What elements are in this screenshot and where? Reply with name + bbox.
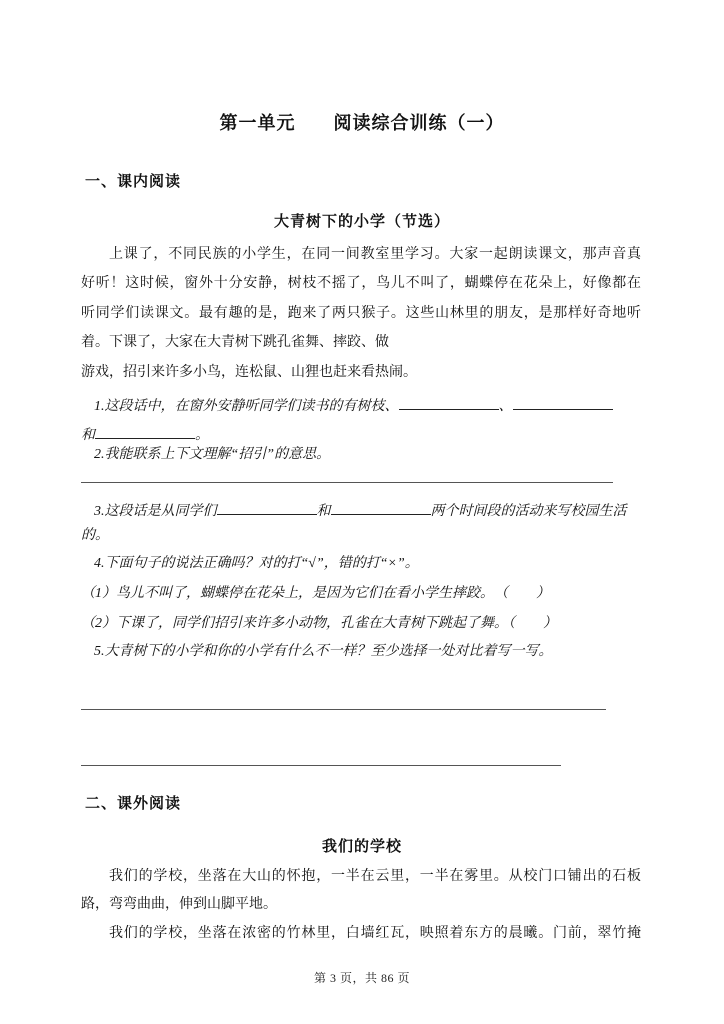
question-1-line-1 xyxy=(81,395,654,417)
answer-line xyxy=(81,765,561,766)
fill-in-blank xyxy=(95,424,195,439)
answer-line xyxy=(81,709,606,710)
fill-in-blank xyxy=(513,395,613,410)
section2-heading: 二、课外阅读 xyxy=(85,796,182,812)
question-4-item-1: （1）鸟儿不叫了，蝴蝶停在花朵上，是因为它们在看小学生摔跤。 （ ） xyxy=(81,586,550,601)
question-3-text: 3.这段话是从同学们 xyxy=(94,504,217,519)
passage1-line: 上课了，不同民族的小学生，在同一间教室里学习。大家一起朗读课文，那声音真 xyxy=(109,247,641,262)
passage2-line: 路，弯弯曲曲，伸到山脚平地。 xyxy=(81,897,277,912)
question-1-line-2 xyxy=(81,424,641,446)
question-1-text: 。 xyxy=(195,428,209,443)
question-2: 2.我能联系上下文理解“招引”的意思。 xyxy=(94,447,331,462)
worksheet-title: 第一单元 阅读综合训练（一） xyxy=(219,113,505,133)
passage1-line: 游戏，招引来许多小鸟，连松鼠、山狸也赶来看热闹。 xyxy=(81,365,417,380)
fill-in-blank xyxy=(331,500,431,515)
question-3-text: 两个时间段的活动来写校园生活 xyxy=(430,504,627,519)
question-3-line-2: 的。 xyxy=(81,528,109,543)
question-4-item-2: （2）下课了，同学们招引来许多小动物，孔雀在大青树下跳起了舞。（ ） xyxy=(81,616,557,631)
question-3-text: 和 xyxy=(316,504,331,519)
question-3-line-1 xyxy=(81,500,654,522)
passage2-title: 我们的学校 xyxy=(321,839,402,855)
page-number: 第 3 页，共 86 页 xyxy=(313,971,410,985)
list-separator: 、 xyxy=(498,399,513,414)
question-1-text: 1.这段话中，在窗外安静听同学们读书的有树枝、 xyxy=(94,399,399,414)
question-5: 5.大青树下的小学和你的小学有什么不一样？至少选择一处对比着写一写。 xyxy=(94,644,553,659)
section1-heading: 一、课内阅读 xyxy=(85,174,182,190)
passage1-line: 听同学们读课文。最有趣的是，跑来了两只猴子。这些山林里的朋友，是那样好奇地听 xyxy=(81,306,641,321)
passage1-title: 大青树下的小学（节选） xyxy=(273,214,450,230)
question-1-text: 和 xyxy=(81,428,95,443)
fill-in-blank xyxy=(217,500,317,515)
fill-in-blank xyxy=(399,395,499,410)
answer-line xyxy=(81,482,613,483)
passage2-line: 我们的学校，坐落在大山的怀抱，一半在云里，一半在雾里。从校门口铺出的石板 xyxy=(109,869,641,884)
question-4: 4.下面句子的说法正确吗？对的打“√”，错的打“×”。 xyxy=(94,556,419,571)
passage2-line: 我们的学校，坐落在浓密的竹林里，白墙红瓦，映照着东方的晨曦。门前，翠竹掩 xyxy=(109,926,641,941)
passage1-line: 着。下课了，大家在大青树下跳孔雀舞、摔跤、做 xyxy=(81,335,389,350)
passage1-line: 好听！这时候，窗外十分安静，树枝不摇了，鸟儿不叫了，蝴蝶停在花朵上，好像都在 xyxy=(81,276,641,291)
